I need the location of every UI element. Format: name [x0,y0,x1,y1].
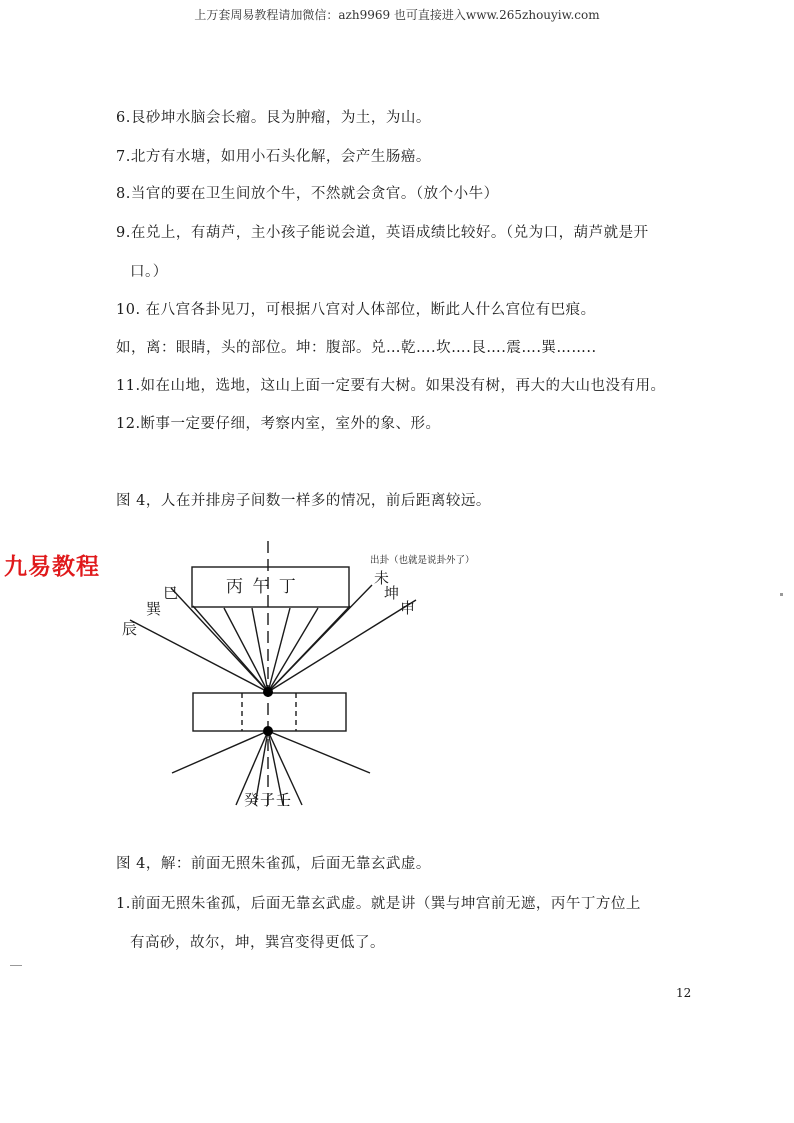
observer-dot-front [263,687,273,697]
page-header: 上万套周易教程请加微信：azh9969 也可直接进入www.265zhouyiw.com [194,8,600,22]
text-line-8: 8.当官的要在卫生间放个牛，不然就会贪官。（放个小牛） [116,186,499,202]
ray [171,588,268,692]
label-wei: 未 [374,569,390,587]
ray [252,608,268,692]
label-xun: 巽 [146,600,162,618]
text-line-7: 7.北方有水塘，如用小石头化解，会产生肠癌。 [116,149,431,165]
label-bottom: 癸子壬 [244,791,293,809]
label-top-house: 丙 午 丁 [226,577,298,597]
margin-mark [780,593,783,596]
text-line-6: 6.艮砂坤水脑会长瘤。艮为肿瘤，为土，为山。 [116,110,431,126]
bottom-house [193,693,346,731]
text-line-12: 12.断事一定要仔细，考察内室，室外的象、形。 [116,416,441,432]
ray [268,585,372,692]
ray [268,608,290,692]
ray [130,620,268,692]
label-si: 巳 [163,584,179,602]
observer-dot-back [263,726,273,736]
text-line-example: 如，离：眼睛，头的部位。坤：腹部。兑…乾….坎….艮….震….巽…….. [116,340,597,356]
explanation-line-1: 1.前面无照朱雀孤，后面无靠玄武虚。就是讲（巽与坤宫前无遮，丙午丁方位上 [116,896,641,912]
explanation-title: 图 4，解：前面无照朱雀孤，后面无靠玄武虚。 [116,856,431,872]
text-line-11: 11.如在山地，选地，这山上面一定要有大树。如果没有树，再大的大山也没有用。 [116,378,666,394]
page-number: 12 [676,986,692,1000]
watermark-logo: 九易教程 [4,554,100,580]
label-kun: 坤 [384,584,400,602]
label-shen: 申 [400,599,416,617]
ray [193,606,268,692]
text-line-9-cont: 口。） [130,264,168,280]
figure-caption: 图 4，人在并排房子间数一样多的情况，前后距离较远。 [116,493,491,509]
label-chen: 辰 [122,620,138,638]
text-line-10: 10. 在八宫各卦见刀，可根据八宫对人体部位，断此人什么宫位有巴痕。 [116,302,596,318]
text-line-9: 9.在兑上，有葫芦，主小孩子能说会道，英语成绩比较好。（兑为口，葫芦就是开 [116,225,649,241]
ray [268,731,370,773]
explanation-line-2: 有高砂，故尔，坤，巽宫变得更低了。 [130,935,385,951]
label-note: 出卦（也就是说卦外了） [370,555,475,566]
margin-mark [10,965,22,966]
ray [172,731,268,773]
ray [268,608,318,692]
